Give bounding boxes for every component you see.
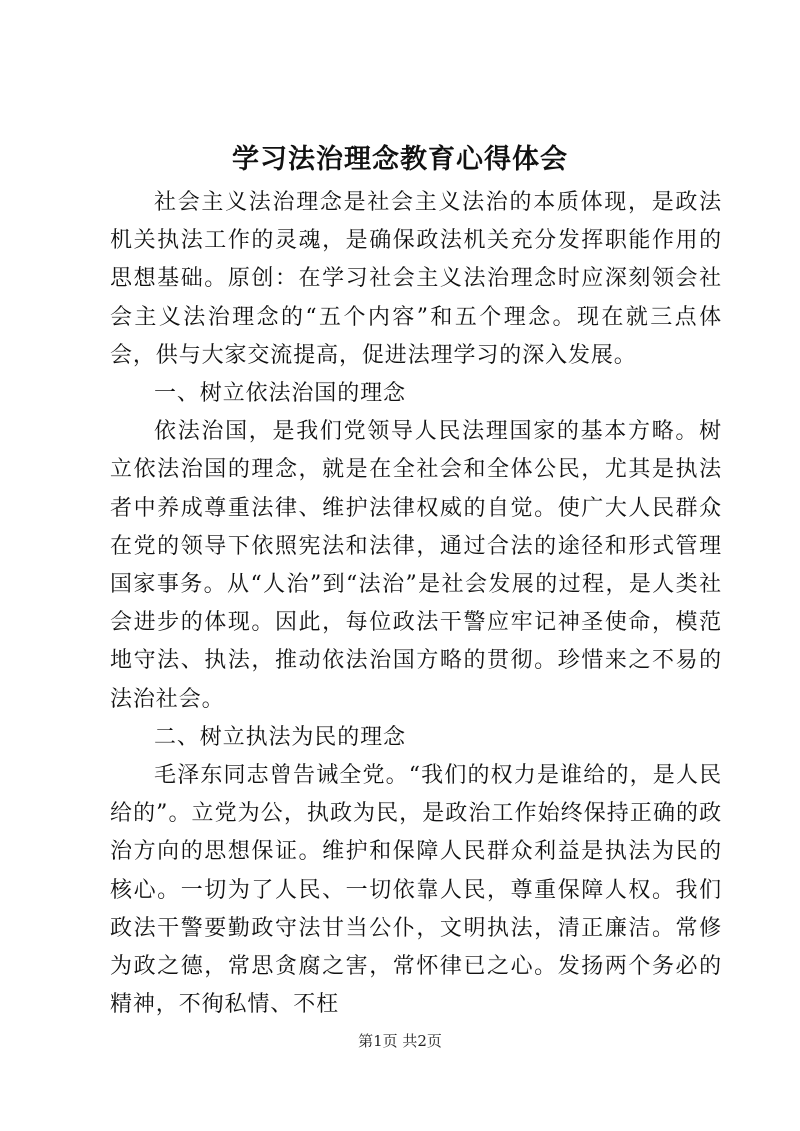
paragraph-section-2: 毛泽东同志曾告诫全党。“我们的权力是谁给的，是人民给的”。立党为公，执政为民，是政治工作始终保持正确的政治方向的思想保证。维护和保障人民群众利益是执法为民的核心。一切为了人民、一切依靠人民，尊重保障人权。我们政法干警要勤政守法甘当公仆，文明执法，清正廉洁。常修为政之德，常思贪腐之害，常怀律已之心。发扬两个务必的精神，不徇私情、不枉 <box>110 763 722 1018</box>
page-number-footer: 第1页 共2页 <box>358 1032 442 1050</box>
paragraph-section-1: 依法治国，是我们党领导人民法理国家的基本方略。树立依法治国的理念，就是在全社会和全体公民，尤其是执法者中养成尊重法律、维护法律权威的自觉。使广大人民群众在党的领导下依照宪法和法律，通过合法的途径和形式管理国家事务。从“人治”到“法治”是社会发展的过程，是人类社会进步的体现。因此，每位政法干警应牢记神圣使命，模范地守法、执法，推动依法治国方略的贯彻。珍惜来之不易的法治社会。 <box>110 419 722 712</box>
section-heading-1: 一、树立依法治国的理念 <box>154 381 406 407</box>
document-title: 学习法治理念教育心得体会 <box>232 144 568 175</box>
paragraph-intro: 社会主义法治理念是社会主义法治的本质体现，是政法机关执法工作的灵魂，是确保政法机关充分发挥职能作用的思想基础。原创：在学习社会主义法治理念时应深刻领会社会主义法治理念的“五个内容”和五个理念。现在就三点体会，供与大家交流提高，促进法理学习的深入发展。 <box>110 190 722 368</box>
document-body <box>110 184 722 1024</box>
section-heading-2: 二、树立执法为民的理念 <box>154 724 406 750</box>
